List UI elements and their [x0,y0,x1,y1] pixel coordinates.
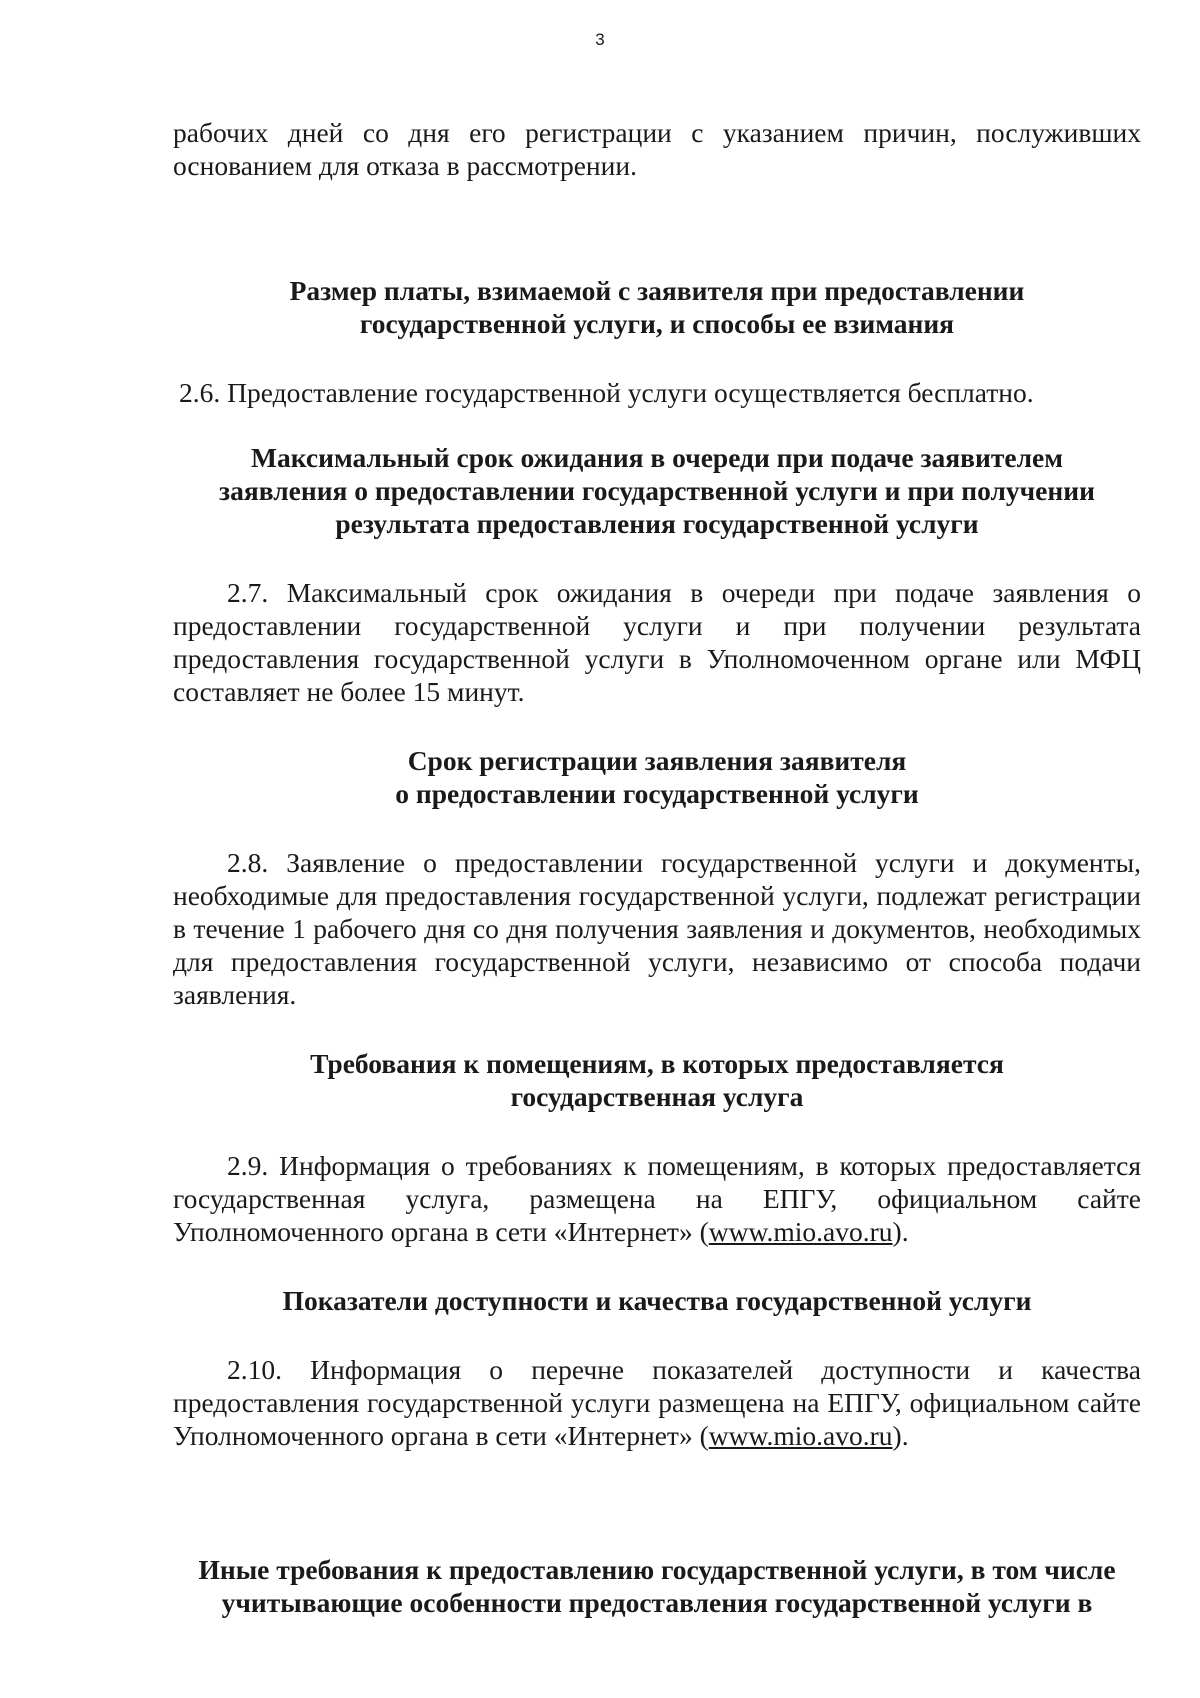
heading-premises-line-1: Требования к помещениям, в которых предоставляется [310,1048,1004,1079]
paragraph-2-9 [173,1149,1141,1248]
heading-other-requirements [173,1553,1141,1619]
heading-queue-line-2: заявления о предоставлении государственной услуги и при получении [219,475,1095,506]
paragraph-2-8: 2.8. Заявление о предоставлении государственной услуги и документы, необходимые для предоставления государственной услуги, подлежат регистрации в течение 1 рабочего дня со дня получения заявления и документов, необходимых для предоставления государственной услуги, независимо от способа подачи заявления. [173,847,1141,1010]
page-number: 3 [595,30,605,49]
document-body [173,116,1141,1619]
paragraph-2-10-text: 2.10. Информация о перечне показателей доступности и качества предоставления государственной услуги размещена на ЕПГУ, официальном сайте Уполномоченного органа в сети «Интернет» ( [173,1354,1141,1451]
heading-fee [173,274,1141,340]
heading-premises-line-2: государственная услуга [510,1081,804,1112]
paragraph-2-9-end: ). [892,1216,909,1247]
heading-other-line-1: Иные требования к предоставлению государственной услуги, в том числе [198,1554,1116,1585]
heading-registration-line-2: о предоставлении государственной услуги [395,778,919,809]
paragraph-2-10-end: ). [892,1420,909,1451]
website-link[interactable]: www.mio.avo.ru [708,1420,893,1451]
paragraph-2-7: 2.7. Максимальный срок ожидания в очереди при подаче заявления о предоставлении государственной услуги и при получении результата предоставления государственной услуги в Уполномоченном органе или МФЦ составляет не более 15 минут. [173,577,1141,707]
heading-quality-line-1: Показатели доступности и качества государственной услуги [282,1285,1032,1316]
heading-fee-line-2: государственной услуги, и способы ее взимания [359,308,955,339]
heading-registration-line-1: Срок регистрации заявления заявителя [407,745,907,776]
heading-queue [173,441,1141,540]
heading-premises [173,1047,1141,1113]
heading-queue-line-1: Максимальный срок ожидания в очереди при подаче заявителем [251,442,1063,473]
heading-quality [173,1284,1141,1317]
paragraph-2-9-text: 2.9. Информация о требованиях к помещениям, в которых предоставляется государственная услуга, размещена на ЕПГУ, официальном сайте Уполномоченного органа в сети «Интернет» ( [173,1150,1141,1247]
paragraph-2-6: 2.6. Предоставление государственной услуги осуществляется бесплатно. [179,377,1034,408]
heading-other-line-2: учитывающие особенности предоставления государственной услуги в [221,1587,1093,1618]
paragraph-2-10 [173,1353,1141,1452]
heading-fee-line-1: Размер платы, взимаемой с заявителя при предоставлении [289,275,1025,306]
heading-registration [173,744,1141,810]
website-link[interactable]: www.mio.avo.ru [708,1216,893,1247]
paragraph-continuation: рабочих дней со дня его регистрации с указанием причин, послуживших основанием для отказа в рассмотрении. [173,117,1141,181]
heading-queue-line-3: результата предоставления государственной услуги [335,508,979,539]
